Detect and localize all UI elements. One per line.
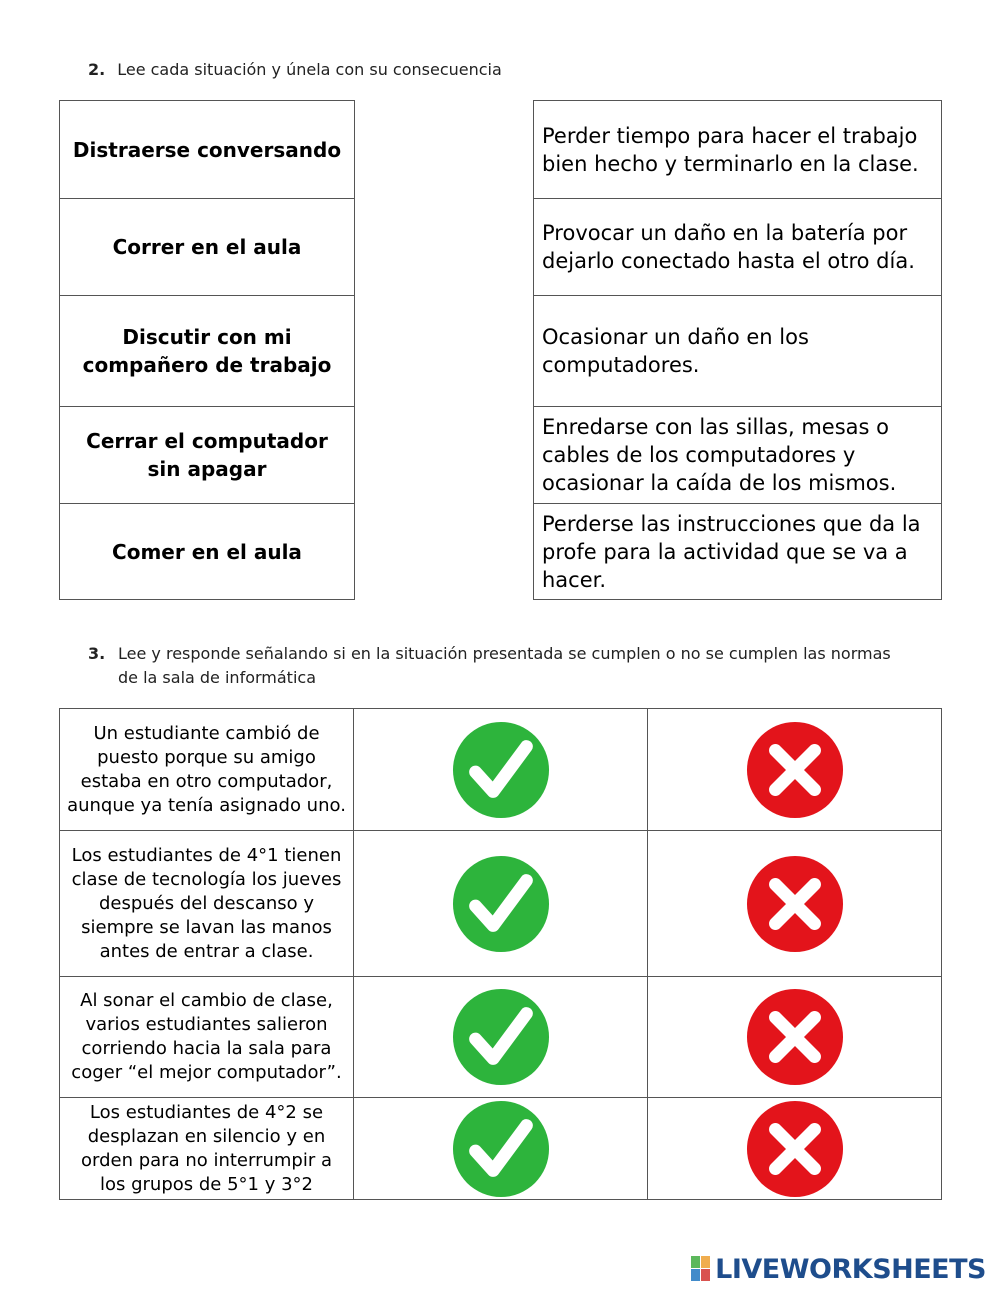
cross-icon[interactable]	[746, 721, 844, 819]
yes-option[interactable]	[354, 977, 648, 1097]
yes-option[interactable]	[354, 1098, 648, 1199]
logo-text: LIVEWORKSHEETS	[715, 1253, 986, 1285]
logo-mark-icon	[691, 1256, 711, 1282]
table-row	[60, 830, 941, 976]
check-icon[interactable]	[452, 988, 550, 1086]
consequences-column	[533, 100, 942, 600]
question-number: 2.	[88, 60, 106, 79]
consequence-item[interactable]: Perder tiempo para hacer el trabajo bien hecho y terminarlo en la clase.	[542, 123, 919, 176]
situations-column	[59, 100, 355, 600]
table-row	[60, 976, 941, 1097]
situation-cell: Un estudiante cambió de puesto porque su amigo estaba en otro computador, aunque ya tenía asignado uno.	[60, 709, 354, 830]
liveworksheets-logo	[691, 1254, 986, 1284]
cross-icon[interactable]	[746, 1100, 844, 1198]
situation-item[interactable]: Comer en el aula	[60, 503, 354, 599]
instruction-text: Lee cada situación y únela con su consecuencia	[117, 60, 502, 79]
no-option[interactable]	[648, 1098, 941, 1199]
yes-option[interactable]	[354, 831, 648, 976]
question-number: 3.	[88, 644, 106, 663]
cross-icon[interactable]	[746, 988, 844, 1086]
instruction-3	[88, 642, 908, 690]
check-icon[interactable]	[452, 855, 550, 953]
check-icon[interactable]	[452, 1100, 550, 1198]
check-icon[interactable]	[452, 721, 550, 819]
situation-item[interactable]: Cerrar el computador sin apagar	[60, 406, 354, 503]
situation-item[interactable]: Correr en el aula	[60, 198, 354, 295]
instruction-2	[88, 58, 502, 82]
no-option[interactable]	[648, 831, 941, 976]
consequence-item[interactable]: Enredarse con las sillas, mesas o cables de los computadores y ocasionar la caída de los mismos.	[534, 406, 941, 503]
cross-icon[interactable]	[746, 855, 844, 953]
table-row	[60, 1097, 941, 1199]
instruction-text: Lee y responde señalando si en la situación presentada se cumplen o no se cumplen las normas de la sala de informática	[118, 644, 891, 687]
norms-table	[59, 708, 942, 1200]
no-option[interactable]	[648, 709, 941, 830]
consequence-item[interactable]: Provocar un daño en la batería por dejarlo conectado hasta el otro día.	[534, 198, 941, 295]
situation-item[interactable]: Discutir con mi compañero de trabajo	[60, 295, 354, 406]
situation-item[interactable]: Distraerse conversando	[72, 137, 342, 162]
yes-option[interactable]	[354, 709, 648, 830]
table-row	[60, 709, 941, 830]
consequence-item[interactable]: Ocasionar un daño en los computadores.	[534, 295, 941, 406]
situation-cell: Al sonar el cambio de clase, varios estudiantes salieron corriendo hacia la sala para coger “el mejor computador”.	[60, 977, 354, 1097]
consequence-item[interactable]: Perderse las instrucciones que da la profe para la actividad que se va a hacer.	[534, 503, 941, 599]
situation-cell: Los estudiantes de 4°1 tienen clase de tecnología los jueves después del descanso y siempre se lavan las manos antes de entrar a clase.	[60, 831, 354, 976]
situation-cell: Los estudiantes de 4°2 se desplazan en silencio y en orden para no interrumpir a los grupos de 5°1 y 3°2	[60, 1098, 354, 1199]
no-option[interactable]	[648, 977, 941, 1097]
